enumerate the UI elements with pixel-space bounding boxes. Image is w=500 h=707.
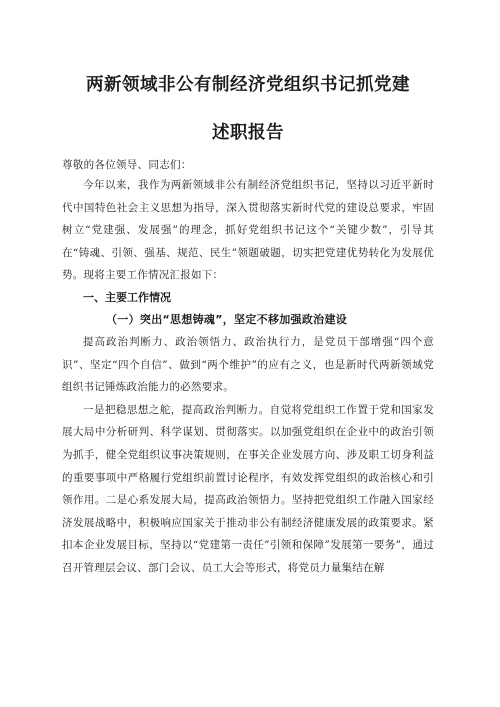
section-heading: 一、主要工作情况 xyxy=(83,290,171,304)
subsection-heading: （一）突出“思想铸魂”，坚定不移加强政治建设 xyxy=(106,312,348,326)
document-title-line2: 述职报告 xyxy=(212,123,284,143)
intro-paragraph: 今年以来，我作为两新领域非公有制经济党组织书记，坚持以习近平新时代中国特色社会主义思想为指导，深入贯彻落实新时代党的建设总要求，牢固树立“党建强、发展强”的理念，抓好党组织书记这个“关键少数”，引导其在“铸魂、引领、强基、规范、民生”领题破题，切实把党建优势转化为发展优势。现将主要工作情况汇报如下： xyxy=(62,179,434,282)
document-title-line1: 两新领域非公有制经济党组织书记抓党建 xyxy=(86,75,410,95)
body-paragraph-2: 一是把稳思想之舵，提高政治判断力。自觉将党组织工作置于党和国家发展大局中分析研判、科学谋划、贯彻落实。以加强党组织在企业中的政治引领为抓手，健全党组织议事决策规则，在事关企业发展方向、涉及职工切身利益的重要事项中严格履行党组织前置讨论程序，有效发挥党组织的政治核心和引领作用。二是心系发展大局，提高政治领悟力。坚持把党组织工作融入国家经济发展战略中，积极响应国家关于推动非公有制经济健康发展的政策要求。紧扣本企业发展目标，坚持以“党建第一责任”引领和保障”发展第一要务”，通过召开管理层会议、部门会议、员工大会等形式，将党员力量集结在解 xyxy=(62,403,434,574)
salutation: 尊敬的各位领导、同志们： xyxy=(62,159,192,171)
body-paragraph-1: 提高政治判断力、政治领悟力、政治执行力，是党员干部增强“四个意识”、坚定“四个自信”、做到“两个维护”的应有之义，也是新时代两新领域党组织书记锤炼政治能力的必然要求。 xyxy=(62,335,434,394)
